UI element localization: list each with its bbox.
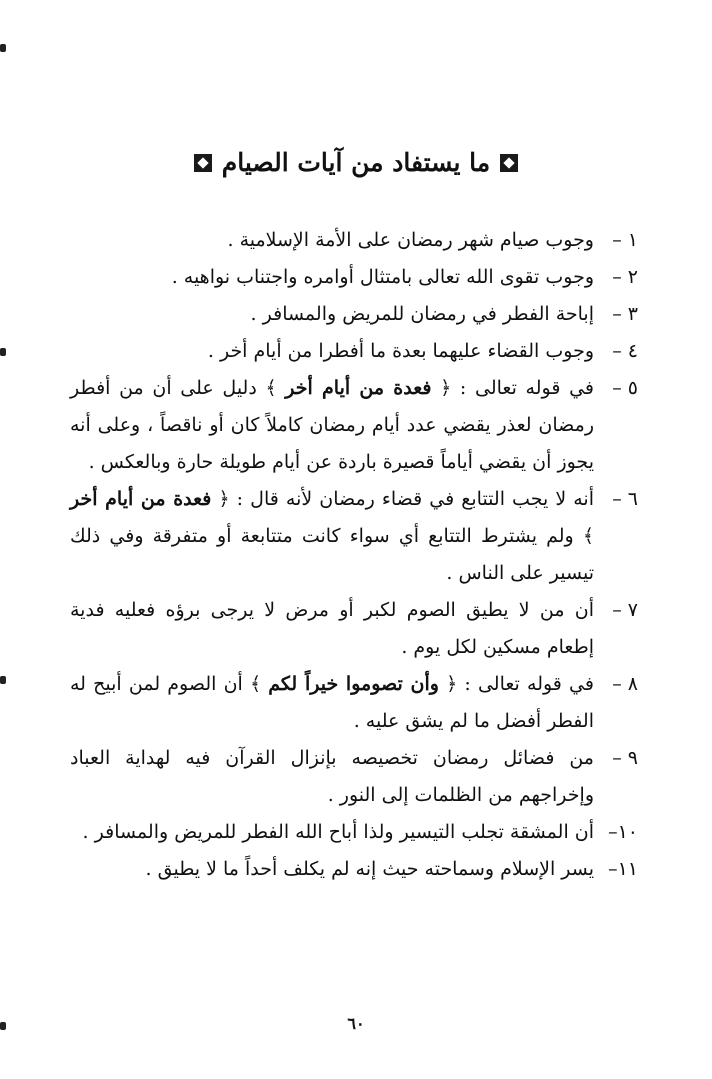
- list-item: [70, 666, 638, 740]
- list-item: [70, 259, 638, 296]
- list-item: [70, 851, 638, 888]
- item-number: ١١–: [608, 858, 638, 880]
- item-text: أن المشقة تجلب التيسير ولذا أباح الله الفطر للمريض والمسافر .: [82, 821, 594, 843]
- list-item: [70, 222, 638, 259]
- item-number: ٧ –: [612, 599, 638, 621]
- item-number: ٤ –: [612, 340, 638, 362]
- item-number: ١٠–: [608, 821, 638, 843]
- item-number: ٢ –: [612, 266, 638, 288]
- item-text: يسر الإسلام وسماحته حيث إنه لم يكلف أحداً ما لا يطيق .: [145, 858, 594, 880]
- list-item: [70, 814, 638, 851]
- item-number: ٥ –: [612, 377, 638, 399]
- ornament-icon: [194, 154, 212, 172]
- scan-mark: [0, 44, 6, 52]
- item-number: ١ –: [612, 229, 638, 251]
- item-text: وجوب صيام شهر رمضان على الأمة الإسلامية .: [227, 229, 594, 251]
- list-item: [70, 296, 638, 333]
- item-text: في قوله تعالى : ﴿ فعدة من أيام أخر ﴾ دليل على أن من أفطر رمضان لعذر يقضي عدد أيام رمضان كاملاً كان أو ناقصاً ، وعلى أنه يجوز أن يقضي أياماً قصيرة باردة عن أيام طويلة حارة وبالعكس .: [70, 377, 594, 473]
- list-item: [70, 740, 638, 814]
- item-text: في قوله تعالى : ﴿ وأن تصوموا خيراً لكم ﴾ أن الصوم لمن أبيح له الفطر أفضل ما لم يشق عليه .: [70, 673, 594, 732]
- item-text: أن من لا يطيق الصوم لكبر أو مرض لا يرجى برؤه فعليه فدية إطعام مسكين لكل يوم .: [70, 599, 594, 658]
- item-text: وجوب تقوى الله تعالى بامتثال أوامره واجتناب نواهيه .: [171, 266, 594, 288]
- list-item: [70, 481, 638, 592]
- item-number: ٣ –: [612, 303, 638, 325]
- list-item: [70, 370, 638, 481]
- scan-mark: [0, 348, 6, 356]
- item-number: ٨ –: [612, 673, 638, 695]
- list-item: [70, 333, 638, 370]
- section-title-block: [0, 146, 712, 180]
- benefits-list: [70, 222, 638, 888]
- ornament-icon: [500, 154, 518, 172]
- item-text: إباحة الفطر في رمضان للمريض والمسافر .: [250, 303, 594, 325]
- item-text: وجوب القضاء عليهما بعدة ما أفطرا من أيام أخر .: [207, 340, 594, 362]
- page-number: ٦٠: [347, 1014, 365, 1033]
- item-number: ٩ –: [612, 747, 638, 769]
- item-number: ٦ –: [612, 488, 638, 510]
- section-title: ما يستفاد من آيات الصيام: [221, 148, 491, 177]
- list-item: [70, 592, 638, 666]
- item-text: من فضائل رمضان تخصيصه بإنزال القرآن فيه لهداية العباد وإخراجهم من الظلمات إلى النور .: [70, 747, 594, 806]
- item-text: أنه لا يجب التتابع في قضاء رمضان لأنه قال : ﴿ فعدة من أيام أخر ﴾ ولم يشترط التتابع أي سواء كانت متتابعة أو متفرقة وفي ذلك تيسير على الناس .: [70, 488, 594, 584]
- scan-mark: [0, 676, 6, 684]
